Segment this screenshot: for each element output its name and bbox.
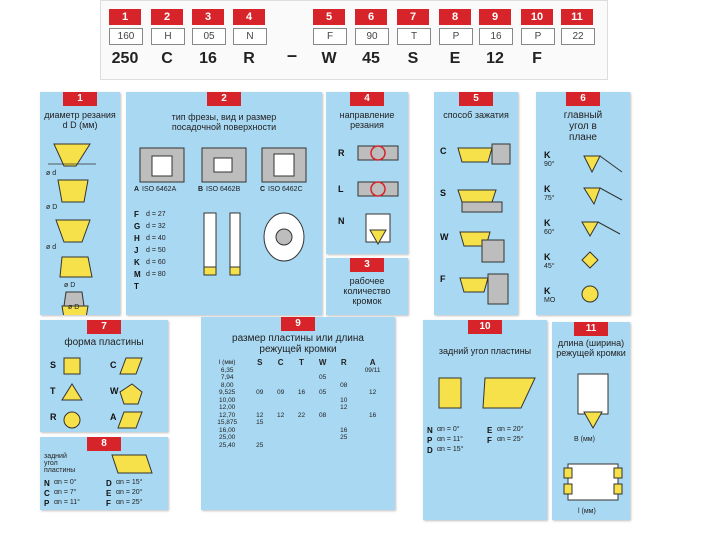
table-cell	[312, 382, 333, 390]
cutter-code: T	[134, 282, 139, 291]
table-cell	[312, 397, 333, 405]
table-cell	[312, 434, 333, 442]
table-cell: 10	[340, 396, 348, 404]
code-position-number: 4	[233, 9, 265, 25]
angle-code: K	[544, 286, 551, 296]
code-example-value: 22	[561, 28, 595, 45]
angle-value: 45°	[544, 263, 555, 270]
table-cell: 05	[318, 374, 327, 381]
diameter-label: ø D	[68, 304, 80, 311]
size-col-header: W	[318, 358, 327, 367]
code-value: R	[243, 50, 255, 67]
shape-label: C	[110, 360, 117, 370]
table-row	[205, 389, 391, 397]
panel-title: задний угол пластины	[44, 453, 76, 474]
relief-value: αn = 11°	[54, 499, 80, 506]
table-row	[205, 419, 391, 427]
angle-value: 60°	[544, 229, 555, 236]
table-cell	[354, 397, 391, 405]
table-cell: 09	[276, 389, 285, 396]
table-cell	[270, 397, 291, 405]
cutter-code: G	[134, 222, 141, 231]
table-cell: 05	[318, 389, 327, 396]
table-cell	[354, 404, 391, 412]
relief-code: D	[106, 479, 112, 488]
clamp-label: C	[440, 146, 447, 156]
table-cell: 12	[368, 389, 377, 396]
clamp-label: F	[440, 274, 446, 284]
cutter-value: d = 40	[146, 235, 166, 242]
panel-title: размер пластины или длина режущей кромки	[232, 333, 364, 355]
table-cell: 25,40	[219, 441, 236, 449]
table-cell	[354, 427, 391, 435]
code-position-number: 11	[561, 9, 593, 25]
table-cell: 25	[340, 434, 348, 441]
cutter-value: d = 50	[146, 247, 166, 254]
table-cell: 08	[340, 381, 348, 389]
size-col-header: R	[340, 358, 347, 367]
table-row	[205, 404, 391, 412]
code-position-number: 6	[355, 9, 387, 25]
table-cell	[291, 397, 312, 405]
code-value: E	[449, 50, 461, 67]
panel-number: 10	[468, 320, 502, 334]
angle-value: MO	[544, 297, 556, 304]
panel-title: главный угол в плане	[563, 110, 603, 143]
table-cell	[312, 404, 333, 412]
cutter-value: d = 27	[146, 211, 166, 218]
cutter-value: d = 32	[146, 223, 166, 230]
table-cell: 12	[256, 411, 264, 419]
table-row	[205, 367, 391, 375]
code-position-number: 5	[313, 9, 345, 25]
panel-number: 2	[207, 92, 241, 106]
code-value: 250	[111, 50, 139, 67]
clearance-value: αn = 11°	[437, 436, 463, 443]
table-cell	[270, 434, 291, 442]
relief-code: E	[106, 489, 112, 498]
diameter-label: ø D	[64, 282, 76, 289]
table-cell	[270, 419, 291, 427]
table-cell	[354, 374, 391, 382]
angle-figures	[576, 148, 626, 308]
size-unit: l (мм)	[218, 359, 236, 366]
table-cell	[270, 442, 291, 450]
table-row	[205, 397, 391, 405]
panel-edge-length	[552, 322, 630, 520]
size-col-header: A	[369, 358, 376, 367]
relief-code: P	[44, 499, 50, 508]
cutter-code: M	[134, 270, 141, 279]
code-position-number: 10	[521, 9, 553, 25]
panel-number: 4	[350, 92, 384, 106]
table-cell	[249, 367, 270, 375]
table-cell: 25,00	[219, 434, 236, 441]
panel-clamping	[434, 92, 518, 315]
code-value: F	[532, 50, 542, 67]
table-cell	[249, 382, 270, 390]
insert-size-table	[205, 359, 391, 449]
cutter-type-figures	[126, 142, 322, 192]
clearance-value: αn = 20°	[497, 426, 524, 433]
table-cell: 15,875	[217, 419, 238, 426]
code-position-number: 3	[192, 9, 224, 25]
angle-code: K	[544, 184, 551, 194]
table-cell	[291, 427, 312, 435]
code-example-value: T	[397, 28, 431, 45]
table-cell	[291, 374, 312, 382]
table-cell: 16,00	[219, 426, 236, 434]
clamp-label: S	[440, 188, 447, 198]
table-cell: 25	[256, 441, 264, 449]
size-col-header: T	[299, 358, 304, 367]
code-position-number: 8	[439, 9, 471, 25]
panel-cutter-type	[126, 92, 322, 315]
direction-label: L	[338, 184, 344, 194]
table-cell	[354, 382, 391, 390]
code-position-number: 9	[479, 9, 511, 25]
relief-value: αn = 0°	[54, 479, 77, 486]
table-cell	[249, 404, 270, 412]
table-cell	[291, 419, 312, 427]
angle-value: 90°	[544, 161, 555, 168]
table-cell: 16	[368, 411, 377, 419]
table-cell	[312, 367, 333, 375]
table-cell	[291, 404, 312, 412]
clamp-label: W	[440, 232, 449, 242]
shape-label: W	[110, 386, 119, 396]
code-example-value: P	[439, 28, 473, 45]
shape-label: R	[50, 412, 57, 422]
size-col-header: S	[257, 358, 263, 367]
panel-relief-angle	[40, 437, 168, 510]
code-position-number: 1	[109, 9, 141, 25]
clearance-figures	[425, 370, 545, 420]
table-cell	[270, 374, 291, 382]
panel-insert-shape	[40, 320, 168, 432]
angle-code: K	[544, 252, 551, 262]
table-cell: 9,525	[219, 389, 236, 396]
clearance-code: E	[487, 426, 493, 435]
code-example-value: 90	[355, 28, 389, 45]
panel-title: задний угол пластины	[438, 346, 532, 356]
angle-code: K	[544, 218, 551, 228]
panel-clearance-angle	[423, 320, 547, 520]
clearance-value: αn = 15°	[437, 446, 464, 453]
relief-code: N	[44, 479, 50, 488]
size-col-header: C	[277, 358, 284, 367]
angle-code: K	[544, 150, 551, 160]
direction-figures	[348, 140, 408, 250]
code-example-value: F	[313, 28, 347, 45]
panel-number: 5	[459, 92, 493, 106]
clearance-value: αn = 0°	[437, 426, 460, 433]
table-cell	[333, 412, 354, 420]
clearance-code: P	[427, 436, 433, 445]
edge-l-label: l (мм)	[578, 508, 596, 515]
code-value: W	[321, 50, 337, 67]
table-cell	[270, 382, 291, 390]
table-cell	[249, 434, 270, 442]
relief-value: αn = 7°	[54, 489, 77, 496]
diameter-figures	[40, 132, 120, 315]
panel-number: 8	[87, 437, 121, 451]
code-position-number: 2	[151, 9, 183, 25]
code-example-value: 160	[109, 28, 143, 45]
code-value	[559, 48, 595, 70]
diameter-label: ø D	[46, 204, 58, 211]
shape-label: A	[110, 412, 117, 422]
table-cell	[270, 427, 291, 435]
table-cell	[291, 442, 312, 450]
table-cell	[333, 367, 354, 375]
edge-b-label: B (мм)	[574, 436, 595, 443]
panel-title: тип фрезы, вид и размер посадочной поверхности	[171, 112, 277, 132]
relief-code: C	[44, 489, 50, 498]
table-cell	[249, 397, 270, 405]
table-cell	[333, 442, 354, 450]
clearance-value: αn = 25°	[497, 436, 524, 443]
cutter-code: J	[134, 246, 139, 255]
type-letter: C	[260, 186, 266, 193]
table-cell	[354, 419, 391, 427]
relief-value: αn = 20°	[116, 489, 143, 496]
clearance-code: D	[427, 446, 433, 455]
table-cell	[291, 382, 312, 390]
table-cell: 08	[318, 411, 327, 419]
code-strip	[100, 0, 608, 80]
table-row	[205, 442, 391, 450]
cutter-value: d = 80	[146, 271, 166, 278]
table-cell	[312, 427, 333, 435]
table-row	[205, 427, 391, 435]
table-cell: 12,70	[219, 411, 236, 419]
panel-number: 11	[574, 322, 608, 336]
clamp-figures	[452, 140, 516, 310]
table-cell	[312, 442, 333, 450]
direction-label: R	[338, 148, 345, 158]
clearance-code: F	[487, 436, 492, 445]
table-cell: 12	[340, 404, 348, 411]
panel-title: форма пластины	[64, 337, 144, 348]
panel-number: 1	[63, 92, 97, 106]
panel-diameter	[40, 92, 120, 315]
table-cell: 8,00	[220, 381, 234, 389]
diameter-label: ø d	[46, 170, 57, 177]
type-name: ISO 6462A	[142, 186, 177, 193]
panel-number: 7	[87, 320, 121, 334]
shape-label: T	[50, 386, 56, 396]
table-cell	[333, 374, 354, 382]
table-row	[205, 412, 391, 420]
relief-value: αn = 25°	[116, 499, 143, 506]
table-cell	[354, 434, 391, 442]
table-cell	[270, 404, 291, 412]
cutter-code: K	[134, 258, 140, 267]
table-cell: 10,00	[219, 396, 236, 404]
code-value: 12	[486, 50, 504, 67]
panel-number: 9	[281, 317, 315, 331]
type-letter: B	[198, 186, 204, 193]
relief-code: F	[106, 499, 111, 508]
cutter-value: d = 60	[146, 259, 166, 266]
table-cell	[291, 367, 312, 375]
table-cell: 15	[256, 419, 264, 426]
panel-number: 6	[566, 92, 600, 106]
panel-title: способ зажатия	[443, 110, 509, 120]
table-cell: 7,94	[220, 374, 234, 381]
panel-insert-size	[201, 317, 395, 510]
panel-title: рабочее количество кромок	[343, 276, 391, 306]
panel-direction	[326, 92, 408, 254]
diameter-label: ø d	[46, 244, 57, 251]
code-value: 45	[362, 50, 380, 67]
table-cell	[354, 442, 391, 450]
panel-number: 3	[350, 258, 384, 272]
table-cell	[249, 427, 270, 435]
mount-figures	[196, 207, 306, 315]
table-cell: 12	[276, 411, 285, 419]
table-cell: 09/11	[364, 366, 381, 374]
shape-figures	[40, 354, 168, 432]
table-cell	[312, 419, 333, 427]
shape-label: S	[50, 360, 57, 370]
cutter-code: F	[134, 210, 139, 219]
relief-figure	[102, 451, 162, 477]
panel-approach-angle	[536, 92, 630, 315]
clearance-code: N	[427, 426, 433, 435]
table-cell: 09	[256, 389, 264, 396]
panel-title: длина (ширина) режущей кромки	[556, 338, 626, 358]
code-position-number: 7	[397, 9, 429, 25]
panel-edges	[326, 258, 408, 315]
table-row	[205, 434, 391, 442]
table-cell	[333, 419, 354, 427]
table-row	[205, 374, 391, 382]
code-dash: –	[287, 45, 298, 65]
angle-value: 75°	[544, 195, 555, 202]
table-cell	[291, 434, 312, 442]
type-name: ISO 6462B	[206, 186, 241, 193]
code-example-value: H	[151, 28, 185, 45]
table-cell: 16	[297, 389, 306, 396]
table-cell	[249, 374, 270, 382]
code-example-value: 05	[192, 28, 226, 45]
table-cell: 22	[297, 411, 306, 419]
type-letter: A	[134, 186, 140, 193]
direction-label: N	[338, 216, 345, 226]
code-example-value: P	[521, 28, 555, 45]
panel-title: диаметр резания d D (мм)	[44, 110, 116, 130]
cutter-code: H	[134, 234, 140, 243]
code-value: S	[407, 50, 419, 67]
table-cell: 16	[340, 426, 348, 434]
relief-value: αn = 15°	[116, 479, 143, 486]
code-value: 16	[199, 50, 217, 67]
table-cell: 6,35	[220, 366, 234, 374]
code-example-value: N	[233, 28, 267, 45]
code-value: C	[161, 50, 173, 67]
code-example-value: 16	[479, 28, 513, 45]
table-cell: 12,00	[219, 404, 236, 411]
type-name: ISO 6462C	[268, 186, 303, 193]
panel-title: направление резания	[339, 110, 395, 130]
table-cell	[270, 367, 291, 375]
table-cell	[333, 389, 354, 397]
table-row	[205, 382, 391, 390]
